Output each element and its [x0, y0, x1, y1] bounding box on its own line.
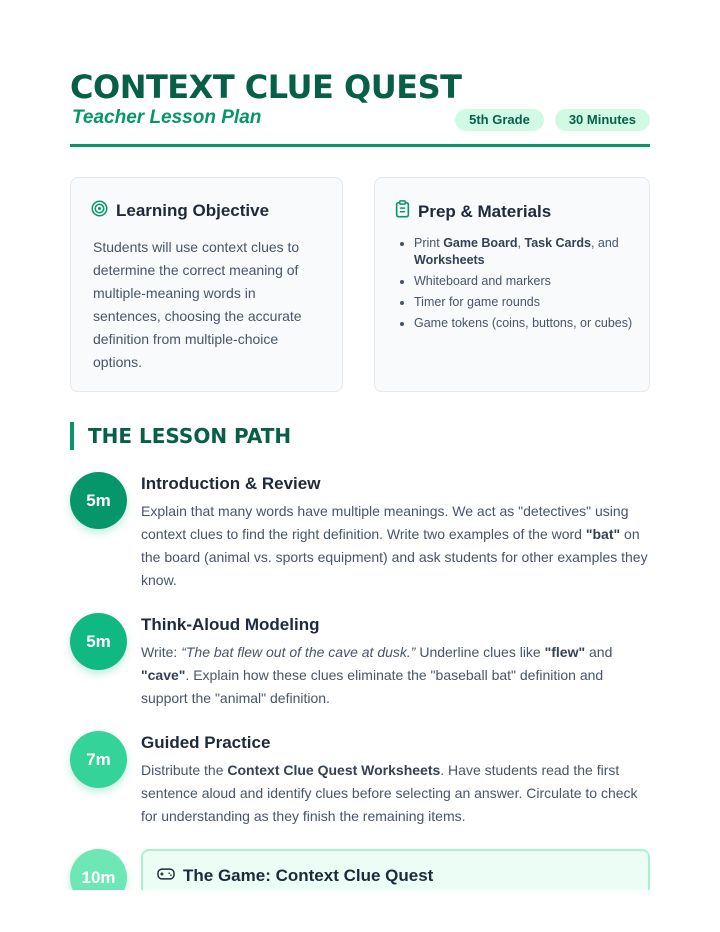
card-title: Prep & Materials [418, 201, 552, 221]
game-callout [141, 849, 650, 890]
materials-card [374, 177, 650, 392]
step-time-badge: 5m [70, 613, 127, 670]
list-item: • Timer for game rounds [414, 294, 644, 311]
step-title: The Game: Context Clue Quest [183, 866, 434, 885]
step-description: Distribute the Context Clue Quest Worksheets. Have students read the first sentence aloud and identify clues before selecting an answer. Circulate to check for understanding as they finish the remaining items. [141, 762, 638, 824]
step-time-badge: 10m [70, 849, 127, 890]
page-subtitle: Teacher Lesson Plan [72, 107, 262, 128]
learning-objective-card [70, 177, 343, 392]
card-title: Learning Objective [116, 201, 270, 220]
step-title: Guided Practice [141, 733, 271, 752]
step-time-badge: 5m [70, 472, 127, 529]
duration-badge: 30 Minutes [555, 109, 650, 131]
lesson-path-heading [70, 422, 291, 450]
card-header [91, 200, 269, 222]
gamepad-icon [157, 867, 175, 886]
clipboard-icon [395, 200, 410, 223]
game-step-clip [0, 848, 720, 890]
header-divider [70, 144, 650, 147]
grade-badge: 5th Grade [455, 109, 544, 131]
step-description: Explain that many words have multiple meanings. We act as "detectives" using context clues to find the right definition. Write two examples of the word "bat" on the board (animal vs. sports equipment) and ask students for other examples they know. [141, 503, 648, 588]
card-header [395, 200, 551, 223]
step-title: Think-Aloud Modeling [141, 615, 320, 634]
materials-list [397, 235, 644, 336]
page-title: CONTEXT CLUE QUEST [70, 68, 462, 106]
list-item: • Game tokens (coins, buttons, or cubes) [414, 315, 644, 332]
step-title: Introduction & Review [141, 474, 321, 493]
objective-text: Students will use context clues to determine the correct meaning of multiple-meaning words in sentences, choosing the accurate definition from multiple-choice options. [93, 239, 302, 370]
list-item: • Print Game Board, Task Cards, and Worksheets [414, 235, 644, 269]
section-title: THE LESSON PATH [88, 424, 292, 448]
heading-accent-bar [70, 422, 74, 450]
target-icon [91, 200, 108, 222]
badge-group [455, 109, 650, 131]
step-description: Write: “The bat flew out of the cave at dusk.” Underline clues like "flew" and "cave". Explain how these clues eliminate the "baseball bat" definition and support the "animal" definition. [141, 644, 613, 706]
list-item: • Whiteboard and markers [414, 273, 644, 290]
step-time-badge: 7m [70, 731, 127, 788]
callout-header [157, 866, 433, 886]
